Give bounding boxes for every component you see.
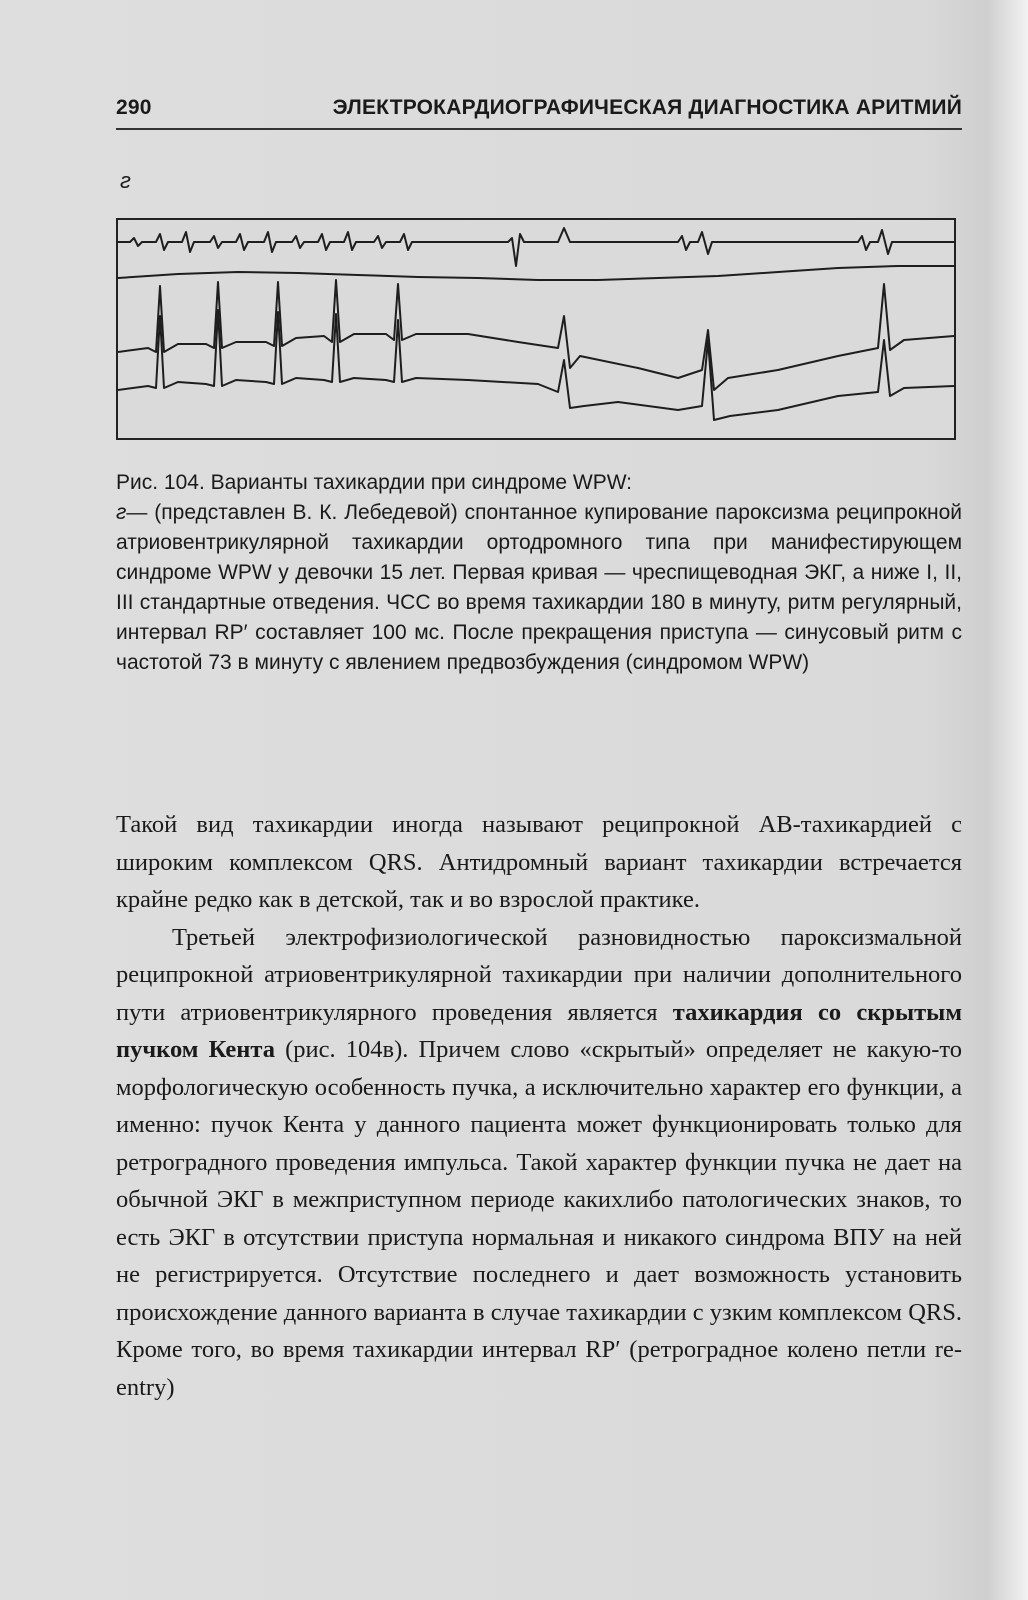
figure-panel-letter: г xyxy=(120,168,131,193)
caption-title: Рис. 104. Варианты тахикардии при синдроме WPW: xyxy=(116,471,633,494)
ecg-trace-lead-iii xyxy=(118,310,954,420)
running-title: ЭЛЕКТРОКАРДИОГРАФИЧЕСКАЯ ДИАГНОСТИКА АРИТМИЙ xyxy=(332,96,962,119)
caption-body xyxy=(116,498,962,678)
ecg-traces xyxy=(118,220,954,438)
ecg-trace-lead-i xyxy=(118,266,954,280)
figure-caption xyxy=(116,468,962,678)
main-text xyxy=(116,806,962,1406)
caption-text: — (представлен В. К. Лебедевой) спонтанное купирование пароксизма реципрокной атриовентрикулярной тахикардии ортодромного типа при манифестирующем синдроме WPW у девочки 15 лет. Первая кривая — чреспищеводная ЭКГ, а ниже I, II, III стандартные отведения. ЧСС во время тахикардии 180 в минуту, ритм регулярный, интервал RP′ составляет 100 мс. После прекращения приступа — синусовый ритм с частотой 73 в минуту с явлением предвозбуждения (синдромом WPW) xyxy=(116,501,962,674)
ecg-trace-lead-ii xyxy=(118,280,954,390)
running-header xyxy=(116,94,962,130)
ecg-figure xyxy=(116,218,956,440)
caption-lead-letter: г xyxy=(116,501,127,524)
paragraph-2 xyxy=(116,919,962,1407)
paragraph-2-end: (рис. 104в). Причем слово «скрытый» определяет не какую-то морфологическую особенность пучка, а исключительно характер его функции, а именно: пучок Кента у данного пациента может функционировать только для ретроградного проведения импульса. Такой характер функции пучка не дает на обычной ЭКГ в межприступном периоде какихлибо патологических знаков, то есть ЭКГ в отсутствии приступа нормальная и никакого синдрома ВПУ на ней не регистрируется. Отсутствие последнего и дает возможность установить происхождение данного варианта в случае тахикардии с узким комплексом QRS. Кроме того, во время тахикардии интервал RP′ (ретроградное колено петли re-entry) xyxy=(116,1036,962,1401)
ecg-trace-esophageal xyxy=(118,228,954,266)
paragraph-2-start: Третьей электрофизиологической разновидностью пароксизмальной реципрокной атриовентрикулярной тахикардии при наличии дополнительного пути атриовентрикулярного проведения является xyxy=(116,923,962,1026)
paragraph-1: Такой вид тахикардии иногда называют реципрокной АВ-тахикардией с широким комплексом QRS. Антидромный вариант тахикардии встречается крайне редко как в детской, так и во взрослой практике. xyxy=(116,811,962,913)
page-number: 290 xyxy=(116,96,152,119)
paragraph-2-term: тахикардия со скрытым пучком Кента xyxy=(116,998,963,1063)
